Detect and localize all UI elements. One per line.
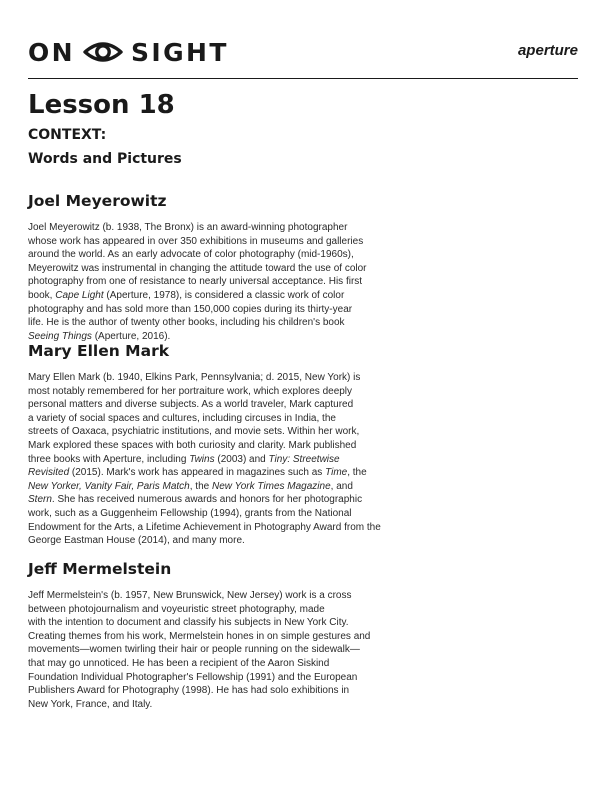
body-line <box>28 603 368 617</box>
text-run: work, such as a Guggenheim Fellowship (1994), grants from the National <box>28 507 352 519</box>
body-line <box>28 371 368 385</box>
text-run: , and <box>330 480 353 492</box>
body-line <box>28 235 368 249</box>
lesson-title: Lesson 18 <box>28 90 175 120</box>
text-run: Endowment for the Arts, a Lifetime Achievement in Photography Award from the <box>28 521 381 533</box>
body-line <box>28 643 368 657</box>
body-line <box>28 589 368 603</box>
italic-title: New Yorker, Vanity Fair, Paris Match <box>28 480 190 492</box>
text-run: a variety of social spaces and cultures, including circuses in India, the <box>28 412 336 424</box>
section-mary-ellen-mark <box>28 342 381 548</box>
text-run: (2003) and <box>214 453 269 465</box>
text-run: whose work has appeared in over 350 exhibitions in museums and galleries <box>28 235 364 247</box>
section-heading: Jeff Mermelstein <box>28 560 172 578</box>
text-run: life. He is the author of twenty other books, including his children's book <box>28 317 345 329</box>
text-run: Joel Meyerowitz (b. 1938, The Bronx) is an award-winning photographer <box>28 222 348 233</box>
section-heading: Mary Ellen Mark <box>28 342 170 360</box>
text-run: Mary Ellen Mark (b. 1940, Elkins Park, Pennsylvania; d. 2015, New York) is <box>28 372 361 383</box>
italic-title: Revisited <box>28 467 70 479</box>
on-sight-logo <box>28 36 229 68</box>
text-run: Mark explored these spaces with both curiosity and clarity. Mark published <box>28 439 357 451</box>
text-run: around the world. As an early advocate of color photography (mid-1960s), <box>28 249 354 261</box>
body-line <box>28 412 368 426</box>
body-line <box>28 507 368 521</box>
body-line <box>28 316 368 330</box>
section-body <box>28 221 368 343</box>
body-line <box>28 289 368 303</box>
body-line <box>28 684 368 698</box>
text-run: personal matters and diverse subjects. As a world traveler, Mark captured <box>28 399 354 411</box>
body-line <box>28 303 368 317</box>
text-run: Jeff Mermelstein's (b. 1957, New Brunswick, New Jersey) work is a cross <box>28 590 352 601</box>
italic-title: Stern <box>28 494 52 506</box>
lesson-subtitle <box>28 123 182 171</box>
text-run: three books with Aperture, including <box>28 453 190 465</box>
italic-title: Tiny: Streetwise <box>268 453 340 465</box>
italic-title: Twins <box>189 453 215 465</box>
text-run: movements—women twirling their hair or people running on the sidewalk— <box>28 644 360 656</box>
italic-title: Seeing Things <box>28 330 92 342</box>
italic-title: Time <box>325 467 348 479</box>
text-run: photography from one of resistance to nearly universal acceptance. His first <box>28 276 363 288</box>
text-run: most notably remembered for her portraiture work, which explores deeply <box>28 385 353 397</box>
section-body <box>28 371 381 548</box>
body-line <box>28 248 368 262</box>
body-line <box>28 534 368 548</box>
brand-word-right: SIGHT <box>130 37 229 67</box>
body-line <box>28 521 381 535</box>
text-run: Foundation Individual Photographer's Fellowship (1991) and the European <box>28 671 358 683</box>
body-line <box>28 466 368 480</box>
eye-icon <box>83 37 123 67</box>
italic-title: Cape Light <box>55 289 104 301</box>
lesson-subtitle-line-2: Words and Pictures <box>28 151 182 167</box>
page-header <box>28 36 578 72</box>
text-run: book, <box>28 289 56 301</box>
text-run: (2015). Mark's work has appeared in magazines such as <box>69 467 326 479</box>
body-line <box>28 453 368 467</box>
text-run: . She has received numerous awards and honors for her photographic <box>51 494 363 506</box>
text-run: Creating themes from his work, Mermelstein hones in on simple gestures and <box>28 630 371 642</box>
text-run: streets of Oaxaca, psychiatric institutions, and movie sets. Within her work, <box>28 426 360 438</box>
body-line <box>28 439 368 453</box>
body-line <box>28 221 368 235</box>
text-run: , the <box>189 480 212 492</box>
text-run: (Aperture, 2016). <box>91 330 171 342</box>
lesson-subtitle-line-1: CONTEXT: <box>28 127 107 143</box>
text-run: , the <box>347 467 367 479</box>
header-divider <box>28 78 578 79</box>
body-line <box>28 493 368 507</box>
section-jeff-mermelstein <box>28 560 371 711</box>
body-line <box>28 480 368 494</box>
body-line <box>28 262 368 276</box>
section-heading: Joel Meyerowitz <box>28 192 167 210</box>
section-body <box>28 589 371 711</box>
text-run: between photojournalism and voyeuristic street photography, made <box>28 603 325 615</box>
text-run: (Aperture, 1978), is considered a classic work of color <box>103 289 345 301</box>
publisher-logo: aperture <box>517 42 578 59</box>
text-run: that may go unnoticed. He has been a recipient of the Aaron Siskind <box>28 657 330 669</box>
body-line <box>28 671 368 685</box>
text-run: photography and has sold more than 150,000 copies during its thirty-year <box>28 303 353 315</box>
text-run: New York, France, and Italy. <box>28 698 153 710</box>
body-line <box>28 275 368 289</box>
section-joel-meyerowitz <box>28 192 368 343</box>
brand-word-left: ON <box>28 37 75 67</box>
italic-title: New York Times Magazine <box>211 480 331 492</box>
body-line <box>28 630 371 644</box>
body-line <box>28 657 368 671</box>
body-line <box>28 425 368 439</box>
body-line <box>28 385 368 399</box>
text-run: with the intention to document and classify his subjects in New York City. <box>28 617 349 629</box>
text-run: Publishers Award for Photography (1998). He has had solo exhibitions in <box>28 685 350 697</box>
body-line <box>28 398 368 412</box>
text-run: George Eastman House (2014), and many more. <box>28 535 245 547</box>
body-line <box>28 698 368 712</box>
body-line <box>28 616 368 630</box>
text-run: Meyerowitz was instrumental in changing the attitude toward the use of color <box>28 262 367 274</box>
